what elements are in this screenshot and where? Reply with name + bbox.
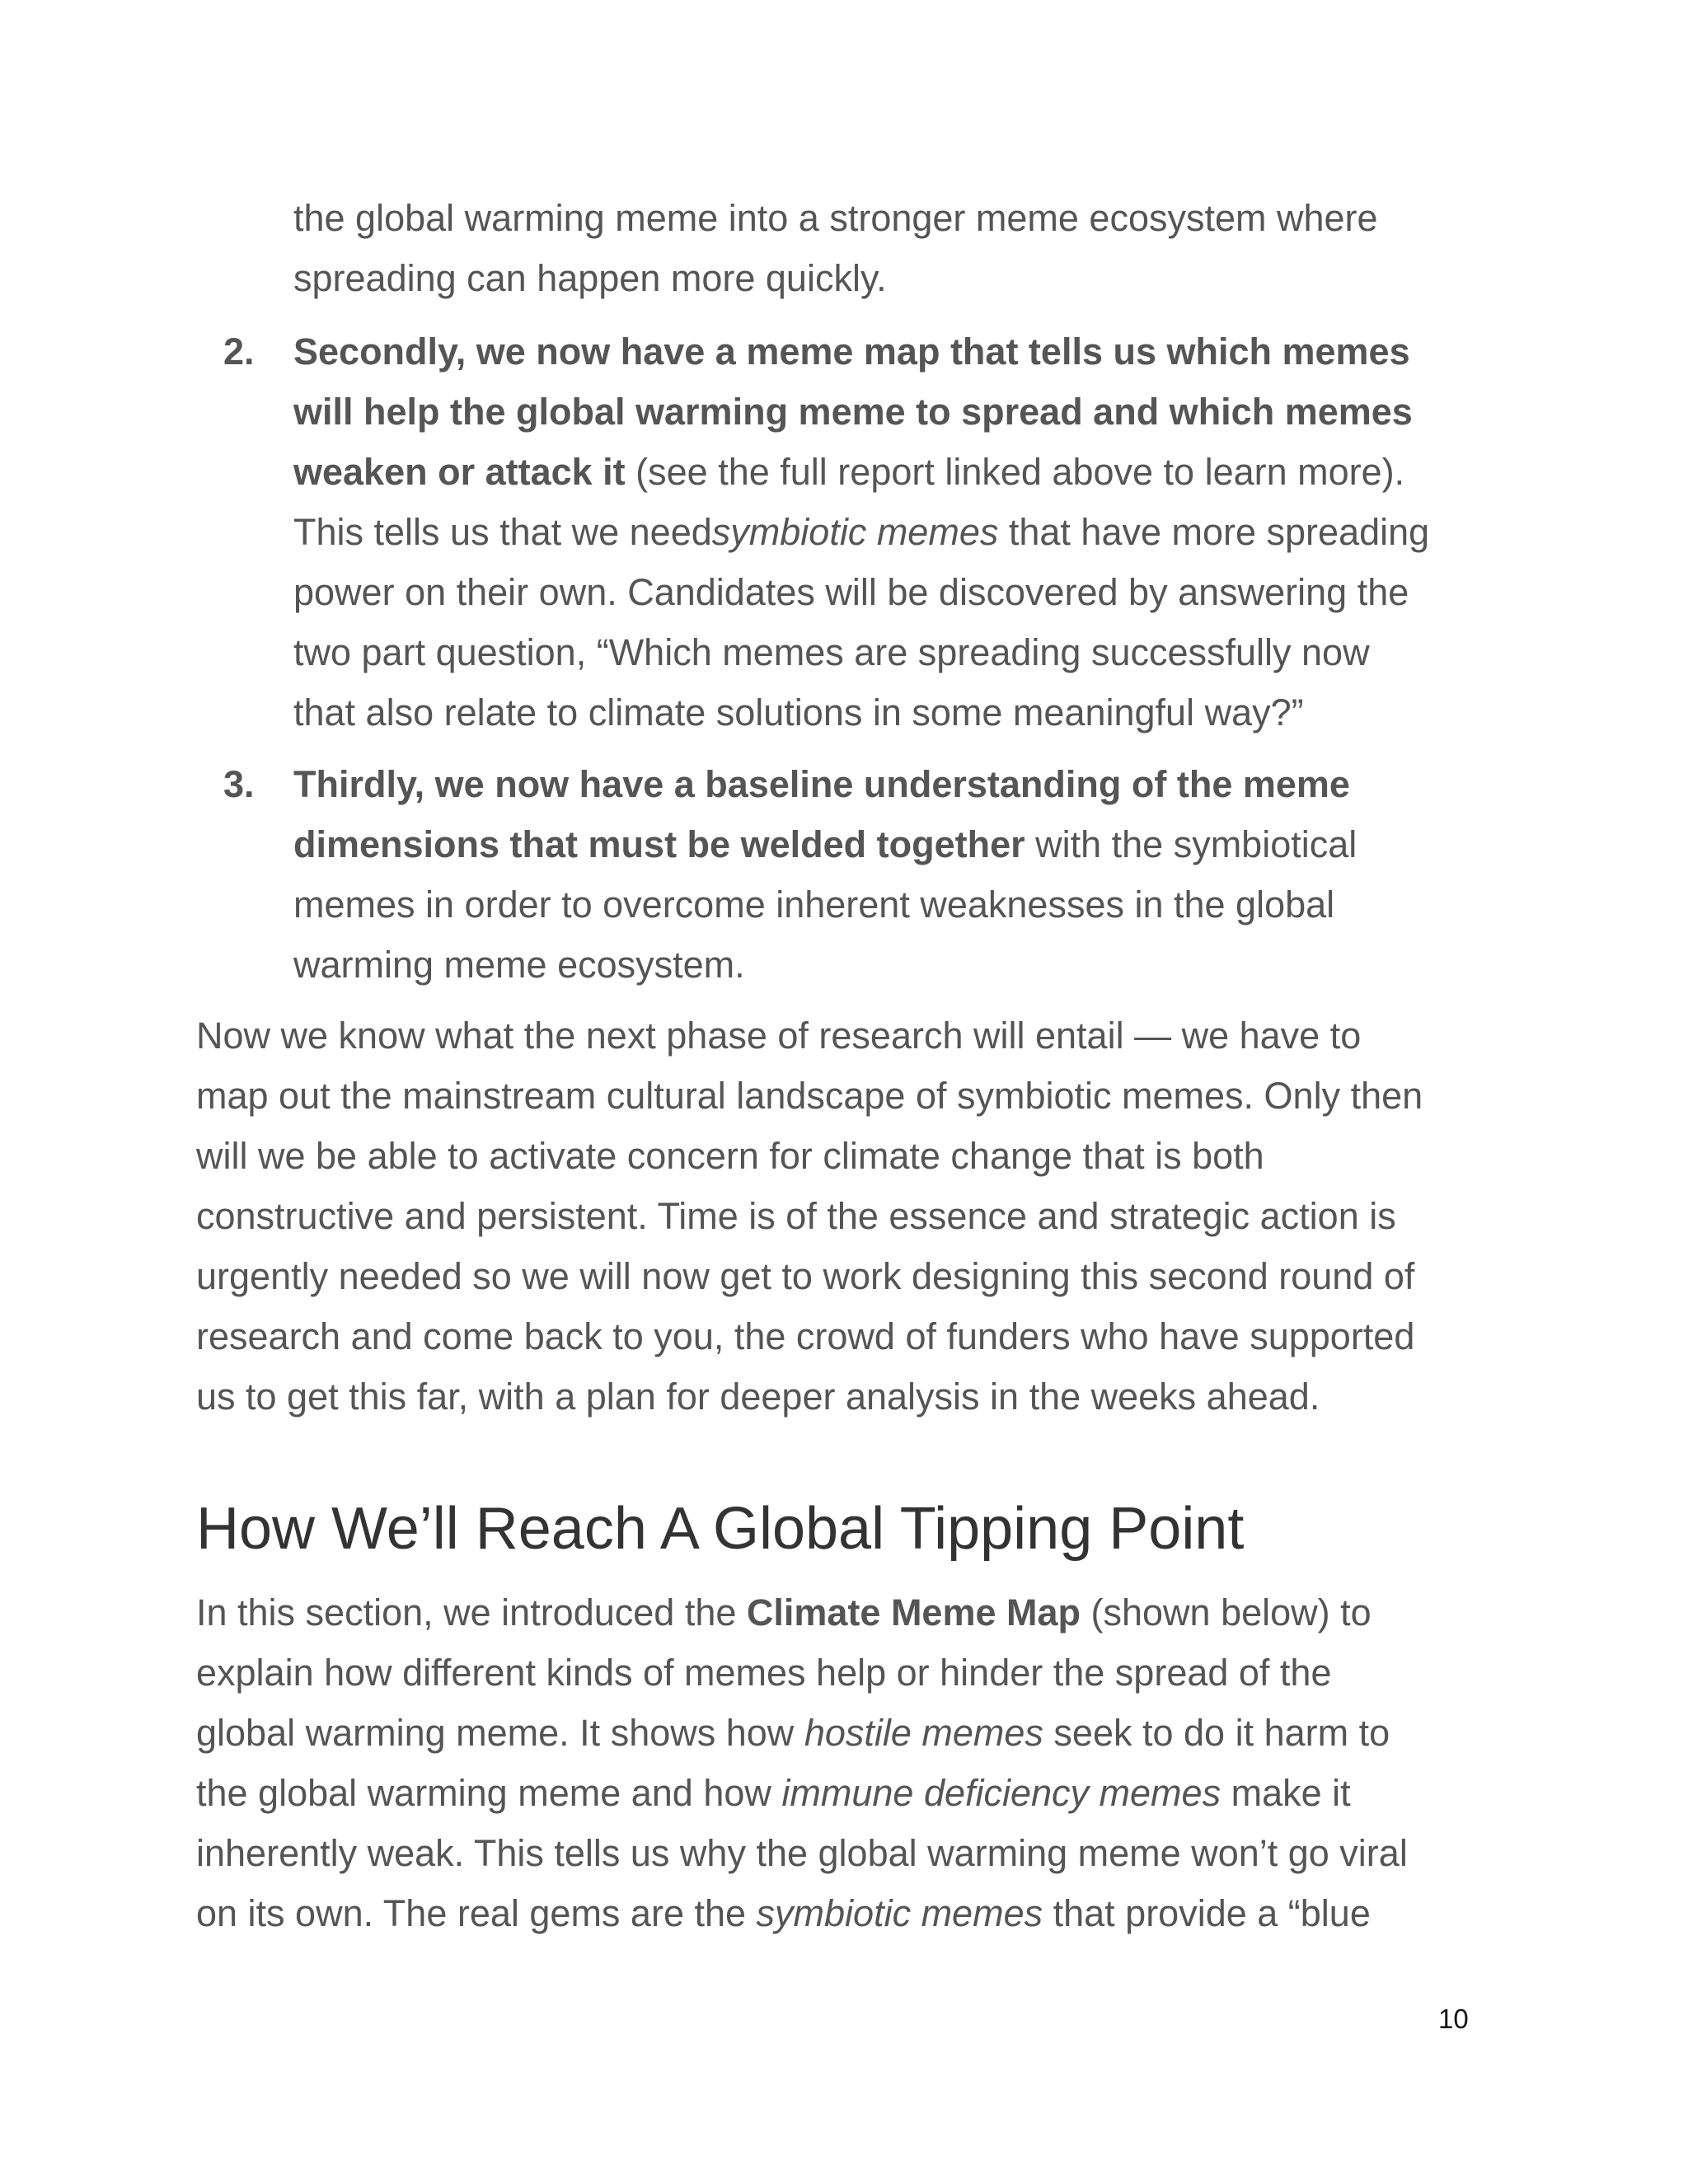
list-item-3 bbox=[293, 754, 1357, 995]
text-line: the global warming meme into a stronger meme ecosystem where bbox=[293, 197, 1378, 239]
text-line: urgently needed so we will now get to work designing this second round of bbox=[196, 1255, 1415, 1297]
text-line: constructive and persistent. Time is of the essence and strategic action is bbox=[196, 1195, 1396, 1237]
text-span: the global warming meme and how bbox=[196, 1772, 782, 1814]
text-line: that also relate to climate solutions in some meaningful way?” bbox=[293, 691, 1304, 733]
list-item-2-number: 2. bbox=[223, 330, 255, 373]
text-line: spreading can happen more quickly. bbox=[293, 257, 887, 299]
italic-text: symbiotic memes bbox=[711, 511, 999, 553]
text-span: that provide a “blue bbox=[1043, 1892, 1371, 1934]
bold-text: dimensions that must be welded together bbox=[293, 823, 1025, 865]
text-line bbox=[196, 1582, 1408, 1643]
text-line bbox=[196, 1883, 1408, 1943]
text-span: (shown below) to bbox=[1081, 1591, 1372, 1633]
text-span: with the symbiotical bbox=[1025, 823, 1357, 865]
text-line bbox=[196, 1763, 1408, 1823]
text-line bbox=[293, 442, 1429, 502]
text-line: explain how different kinds of memes help or hinder the spread of the bbox=[196, 1652, 1332, 1694]
text-span: seek to do it harm to bbox=[1043, 1712, 1390, 1754]
text-line: map out the mainstream cultural landscape of symbiotic memes. Only then bbox=[196, 1075, 1423, 1117]
bold-text: Secondly, we now have a meme map that tells us which memes bbox=[293, 330, 1410, 373]
text-line: memes in order to overcome inherent weaknesses in the global bbox=[293, 883, 1335, 926]
paragraph-next-phase bbox=[196, 1005, 1423, 1427]
text-line: research and come back to you, the crowd of funders who have supported bbox=[196, 1315, 1415, 1357]
text-span: global warming meme. It shows how bbox=[196, 1712, 804, 1754]
list-item-1-continuation bbox=[293, 188, 1378, 308]
text-span: In this section, we introduced the bbox=[196, 1591, 747, 1633]
list-item-3-number: 3. bbox=[223, 763, 255, 805]
text-line bbox=[293, 814, 1357, 874]
bold-text: Climate Meme Map bbox=[746, 1591, 1081, 1633]
bold-text: will help the global warming meme to spread and which memes bbox=[293, 391, 1413, 433]
text-span: make it bbox=[1221, 1772, 1351, 1814]
text-line: us to get this far, with a plan for deeper analysis in the weeks ahead. bbox=[196, 1376, 1320, 1418]
italic-text: hostile memes bbox=[804, 1712, 1043, 1754]
text-line bbox=[293, 754, 1357, 814]
list-item-2 bbox=[293, 321, 1429, 743]
text-line: power on their own. Candidates will be discovered by answering the bbox=[293, 571, 1409, 613]
text-line: will we be able to activate concern for climate change that is both bbox=[196, 1135, 1264, 1177]
text-line bbox=[196, 1703, 1408, 1763]
text-span: that have more spreading bbox=[998, 511, 1430, 553]
text-line: two part question, “Which memes are spreading successfully now bbox=[293, 631, 1370, 673]
text-span: on its own. The real gems are the bbox=[196, 1892, 757, 1934]
bold-text: Thirdly, we now have a baseline understanding of the meme bbox=[293, 763, 1350, 805]
italic-text: immune deficiency memes bbox=[781, 1772, 1221, 1814]
text-line bbox=[293, 321, 1429, 382]
text-line: Now we know what the next phase of research will entail — we have to bbox=[196, 1015, 1362, 1057]
text-line: inherently weak. This tells us why the global warming meme won’t go viral bbox=[196, 1832, 1408, 1874]
bold-text: weaken or attack it bbox=[293, 451, 626, 493]
italic-text: symbiotic memes bbox=[756, 1892, 1043, 1934]
text-line bbox=[293, 382, 1429, 442]
text-line bbox=[293, 502, 1429, 562]
text-span: (see the full report linked above to learn more). bbox=[625, 451, 1405, 493]
section-paragraph bbox=[196, 1582, 1408, 1943]
text-span: This tells us that we need bbox=[293, 511, 712, 553]
text-line: warming meme ecosystem. bbox=[293, 944, 745, 986]
page-number: 10 bbox=[1438, 2004, 1469, 2034]
section-heading: How We’ll Reach A Global Tipping Point bbox=[196, 1496, 1245, 1562]
